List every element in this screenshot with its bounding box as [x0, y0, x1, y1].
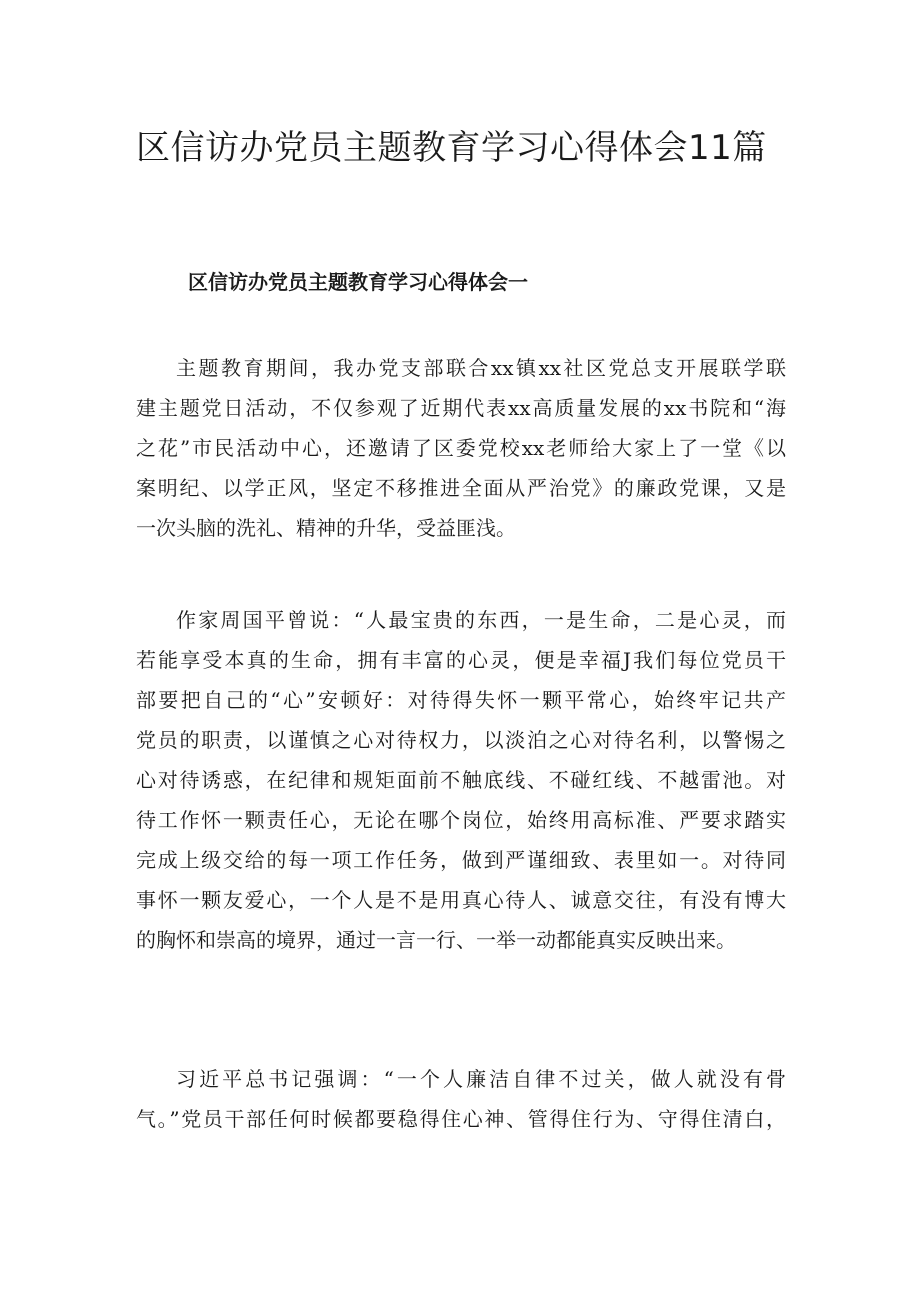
document-title: 区信访办党员主题教育学习心得体会11篇 [136, 128, 767, 168]
paragraph-line: 党员的职责，以谨慎之心对待权力，以淡泊之心对待名利，以警惕之 [136, 728, 786, 752]
paragraph-line: 主题教育期间，我办党支部联合xx镇xx社区党总支开展联学联 [176, 356, 786, 380]
paragraph-line: 待工作怀一颗责任心，无论在哪个岗位，始终用高标准、严要求踏实 [136, 808, 786, 832]
paragraph-line: 部要把自己的“心”安顿好：对待得失怀一颗平常心，始终牢记共产 [136, 688, 786, 712]
paragraph-line: 的胸怀和崇高的境界，通过一言一行、一举一动都能真实反映出来。 [136, 928, 736, 952]
paragraph-line: 建主题党日活动，不仅参观了近期代表xx高质量发展的xx书院和“海 [136, 396, 786, 420]
paragraph-line: 之花”市民活动中心，还邀请了区委党校xx老师给大家上了一堂《以 [136, 436, 786, 460]
paragraph-2 [136, 600, 786, 960]
paragraph-line: 气。”党员干部任何时候都要稳得住心神、管得住行为、守得住清白， [136, 1107, 786, 1131]
paragraph-line: 作家周国平曾说：“人最宝贵的东西，一是生命，二是心灵，而 [176, 608, 786, 632]
paragraph-line: 若能享受本真的生命，拥有丰富的心灵，便是幸福J我们每位党员干 [136, 648, 786, 672]
paragraph-line: 心对待诱惑，在纪律和规矩面前不触底线、不碰红线、不越雷池。对 [136, 768, 786, 792]
paragraph-line: 习近平总书记强调：“一个人廉洁自律不过关，做人就没有骨 [176, 1067, 786, 1091]
paragraph-3 [136, 1059, 786, 1139]
paragraph-line: 事怀一颗友爱心，一个人是不是用真心待人、诚意交往，有没有博大 [136, 888, 786, 912]
paragraph-1 [136, 348, 786, 548]
paragraph-line: 案明纪、以学正风，坚定不移推进全面从严治党》的廉政党课，又是 [136, 476, 786, 500]
section-heading: 区信访办党员主题教育学习心得体会一 [188, 270, 528, 294]
paragraph-line: 完成上级交给的每一项工作任务，做到严谨细致、表里如一。对待同 [136, 848, 786, 872]
paragraph-line: 一次头脑的洗礼、精神的升华，受益匪浅。 [136, 516, 516, 540]
